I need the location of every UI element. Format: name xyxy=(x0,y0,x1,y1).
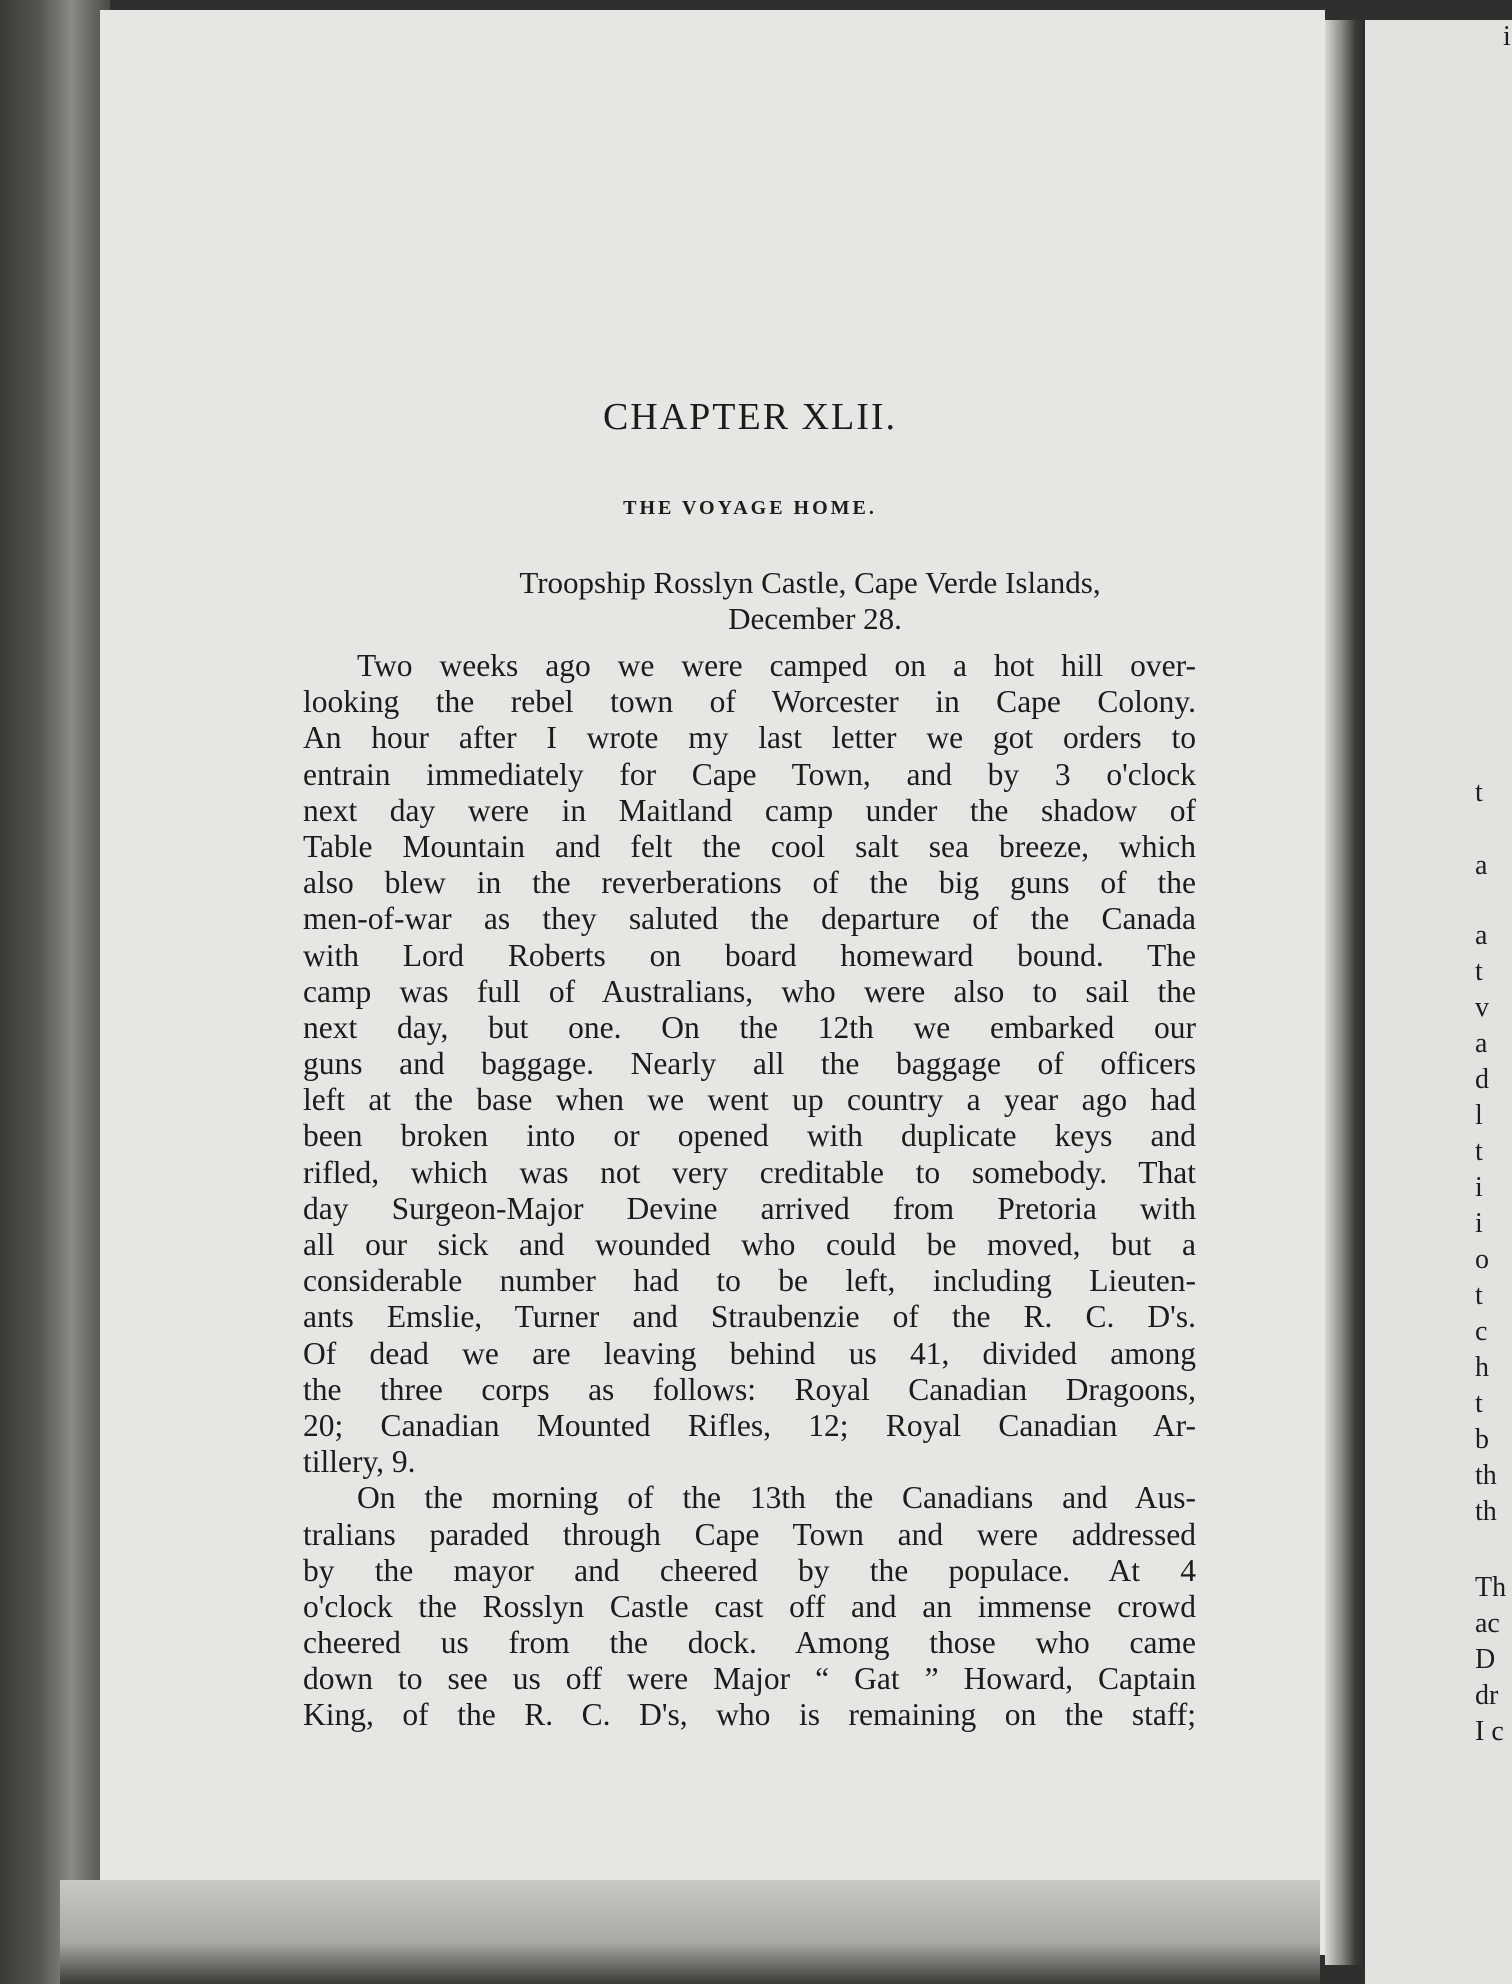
facing-fragment: a xyxy=(1475,920,1488,951)
facing-fragment: h xyxy=(1475,1352,1489,1383)
text-line: o'clock the Rosslyn Castle cast off and an immense crowd xyxy=(303,1588,1196,1624)
facing-fragment: I c xyxy=(1475,1716,1504,1747)
text-line: all our sick and wounded who could be moved, but a xyxy=(303,1227,1196,1262)
facing-fragment: t xyxy=(1475,956,1483,987)
text-line: down to see us off were Major “ Gat ” Howard, Captain xyxy=(303,1661,1196,1697)
text-line: looking the rebel town of Worcester in Cape Colony. xyxy=(303,684,1196,720)
facing-fragment: o xyxy=(1475,1244,1489,1275)
dateline xyxy=(420,565,1200,637)
section-title: THE VOYAGE HOME. xyxy=(623,497,877,519)
text-line: entrain immediately for Cape Town, and by 3 o'clock xyxy=(303,756,1196,792)
facing-fragment: Th xyxy=(1475,1572,1507,1603)
text-line: tralians paraded through Cape Town and were addressed xyxy=(303,1516,1196,1552)
facing-fragment: t xyxy=(1475,1388,1483,1419)
chapter-title: CHAPTER XLII. xyxy=(602,396,898,438)
book-gutter xyxy=(1325,20,1365,1965)
facing-fragment: t xyxy=(1475,777,1483,808)
facing-fragment: D xyxy=(1475,1644,1496,1675)
body-text xyxy=(303,648,1196,1734)
text-line: camp was full of Australians, who were also to sail the xyxy=(303,973,1196,1009)
facing-fragment: d xyxy=(1475,1064,1489,1095)
facing-fragment: t xyxy=(1475,1136,1483,1167)
text-line: next day were in Maitland camp under the shadow of xyxy=(303,792,1196,828)
text-line: day Surgeon-Major Devine arrived from Pretoria with xyxy=(303,1190,1196,1226)
text-line: King, of the R. C. D's, who is remaining on the staff; xyxy=(303,1697,1196,1733)
text-line: by the mayor and cheered by the populace. At 4 xyxy=(303,1552,1196,1588)
text-line: cheered us from the dock. Among those who came xyxy=(303,1625,1196,1661)
text-line: tillery, 9. xyxy=(303,1444,416,1480)
text-line: Of dead we are leaving behind us 41, divided among xyxy=(303,1335,1196,1371)
text-line: Two weeks ago we were camped on a hot hill over- xyxy=(357,648,1196,683)
text-line: rifled, which was not very creditable to somebody. That xyxy=(303,1154,1196,1190)
dateline-date: December 28. xyxy=(728,601,902,636)
text-line: An hour after I wrote my last letter we got orders to xyxy=(303,720,1196,756)
text-line: the three corps as follows: Royal Canadian Dragoons, xyxy=(303,1371,1196,1407)
text-line: ants Emslie, Turner and Straubenzie of the R. C. D's. xyxy=(303,1299,1196,1335)
text-line: also blew in the reverberations of the big guns of the xyxy=(303,865,1196,901)
text-line: Table Mountain and felt the cool salt sea breeze, which xyxy=(303,828,1196,864)
facing-fragment: c xyxy=(1475,1316,1488,1347)
facing-fragment: b xyxy=(1475,1424,1489,1455)
facing-fragment: a xyxy=(1475,1028,1488,1059)
facing-fragment: i xyxy=(1503,21,1511,52)
text-line: been broken into or opened with duplicate keys and xyxy=(303,1118,1196,1154)
text-line: men-of-war as they saluted the departure of the Canada xyxy=(303,901,1196,937)
facing-fragment: t xyxy=(1475,1280,1483,1311)
dateline-place: Troopship Rosslyn Castle, Cape Verde Islands, xyxy=(519,565,1101,600)
text-line: next day, but one. On the 12th we embarked our xyxy=(303,1009,1196,1045)
text-line: with Lord Roberts on board homeward bound. The xyxy=(303,937,1196,973)
facing-fragment: i xyxy=(1475,1172,1483,1203)
facing-fragment: i xyxy=(1475,1208,1483,1239)
facing-fragment: v xyxy=(1475,992,1489,1023)
facing-page xyxy=(1365,20,1512,1984)
text-line: left at the base when we went up country a year ago had xyxy=(303,1082,1196,1118)
facing-fragment: dr xyxy=(1475,1680,1499,1711)
page-stack-bottom xyxy=(60,1880,1320,1984)
book-page-edges xyxy=(0,0,110,1984)
text-line: On the morning of the 13th the Canadians and Aus- xyxy=(357,1480,1196,1516)
text-line: 20; Canadian Mounted Rifles, 12; Royal Canadian Ar- xyxy=(303,1407,1196,1443)
facing-fragment: l xyxy=(1475,1100,1483,1131)
facing-fragment: a xyxy=(1475,850,1488,881)
text-line: guns and baggage. Nearly all the baggage of officers xyxy=(303,1046,1196,1082)
text-line: considerable number had to be left, including Lieuten- xyxy=(303,1263,1196,1299)
facing-fragment: th xyxy=(1475,1460,1497,1491)
facing-fragment: th xyxy=(1475,1496,1497,1527)
facing-fragment: ac xyxy=(1475,1608,1500,1639)
